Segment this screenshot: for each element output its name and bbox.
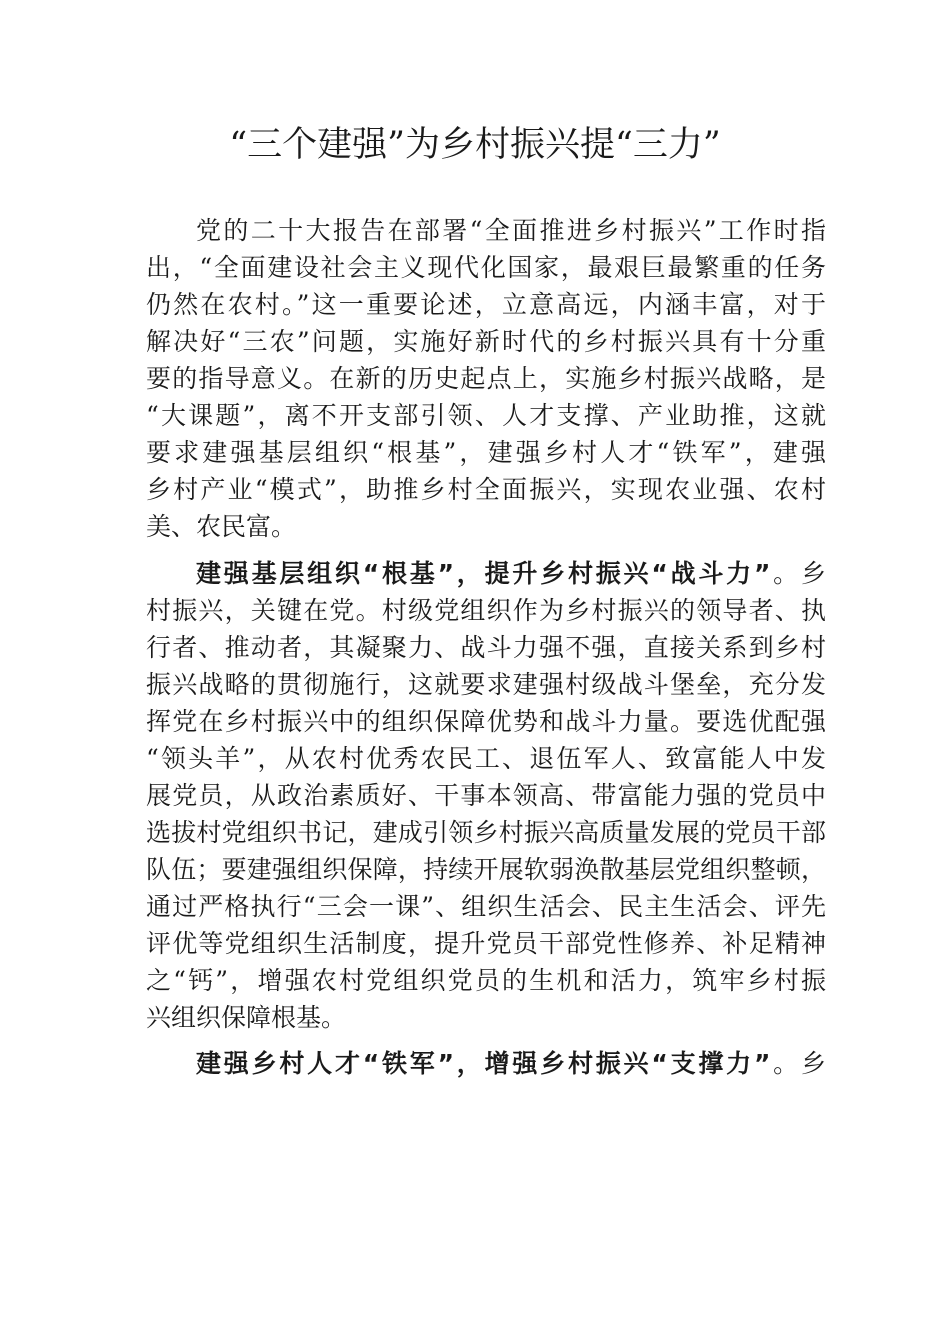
- paragraph-line: [146, 397, 826, 434]
- paragraph-line: [146, 471, 826, 508]
- paragraph-line: [146, 508, 826, 545]
- paragraph-line: [146, 360, 826, 397]
- paragraph-line: [146, 249, 826, 286]
- paragraph-line: [146, 962, 826, 999]
- line-text: 仍然在农村。”这一重要论述，立意高远，内涵丰富，对于: [146, 290, 826, 319]
- line-text: 选拔村党组织书记，建成引领乡村振兴高质量发展的党员干部: [146, 818, 826, 847]
- line-text: 通过严格执行“三会一课”、组织生活会、民主生活会、评先: [146, 892, 826, 921]
- line-text: 。乡: [770, 1049, 826, 1078]
- line-text: 要求建强基层组织“根基”，建强乡村人才“铁军”，建强: [146, 438, 827, 467]
- section-heading-line: [196, 555, 826, 592]
- document-title: “三个建强”为乡村振兴提“三力”: [229, 125, 721, 165]
- line-text: 行者、推动者，其凝聚力、战斗力强不强，直接关系到乡村: [146, 633, 826, 662]
- line-text: 挥党在乡村振兴中的组织保障优势和战斗力量。要选优配强: [146, 707, 826, 736]
- paragraph-line: [146, 703, 826, 740]
- line-text: 振兴战略的贯彻施行，这就要求建强村级战斗堡垒，充分发: [146, 670, 826, 699]
- paragraph-line: [146, 323, 826, 360]
- paragraph-line: [146, 999, 826, 1036]
- line-text: 出，“全面建设社会主义现代化国家，最艰巨最繁重的任务: [146, 253, 826, 282]
- line-text: “领头羊”，从农村优秀农民工、退伍军人、致富能人中发: [146, 744, 826, 773]
- line-text: 美、农民富。: [146, 512, 297, 541]
- line-text: 党的二十大报告在部署“全面推进乡村振兴”工作时指: [196, 216, 826, 245]
- section-heading: 建强乡村人才“铁军”，增强乡村振兴“支撑力”: [196, 1049, 771, 1078]
- section-heading-line: [196, 1045, 826, 1082]
- paragraph-line: [146, 629, 826, 666]
- paragraph-line: [146, 434, 826, 471]
- paragraph-line: [146, 592, 826, 629]
- line-text: 队伍；要建强组织保障，持续开展软弱涣散基层党组织整顿，: [146, 855, 826, 884]
- paragraph-line: [146, 740, 826, 777]
- paragraph-line: [146, 777, 826, 814]
- line-text: 要的指导意义。在新的历史起点上，实施乡村振兴战略，是: [146, 364, 826, 393]
- paragraph-line: [146, 286, 826, 323]
- paragraph-line: [146, 851, 826, 888]
- paragraph-line: [146, 814, 826, 851]
- line-text: 乡村产业“模式”，助推乡村全面振兴，实现农业强、农村: [146, 475, 826, 504]
- line-text: 展党员，从政治素质好、干事本领高、带富能力强的党员中: [146, 781, 826, 810]
- line-text: 。乡: [770, 559, 826, 588]
- paragraph-line: [146, 888, 826, 925]
- line-text: 评优等党组织生活制度，提升党员干部党性修养、补足精神: [146, 929, 826, 958]
- line-text: 兴组织保障根基。: [146, 1003, 347, 1032]
- line-text: 村振兴，关键在党。村级党组织作为乡村振兴的领导者、执: [146, 596, 826, 625]
- paragraph-line: [196, 212, 826, 249]
- section-heading: 建强基层组织“根基”，提升乡村振兴“战斗力”: [196, 559, 771, 588]
- line-text: 之“钙”，增强农村党组织党员的生机和活力，筑牢乡村振: [146, 966, 826, 995]
- line-text: “大课题”，离不开支部引领、人才支撑、产业助推，这就: [146, 401, 826, 430]
- paragraph-line: [146, 666, 826, 703]
- paragraph-line: [146, 925, 826, 962]
- line-text: 解决好“三农”问题，实施好新时代的乡村振兴具有十分重: [146, 327, 826, 356]
